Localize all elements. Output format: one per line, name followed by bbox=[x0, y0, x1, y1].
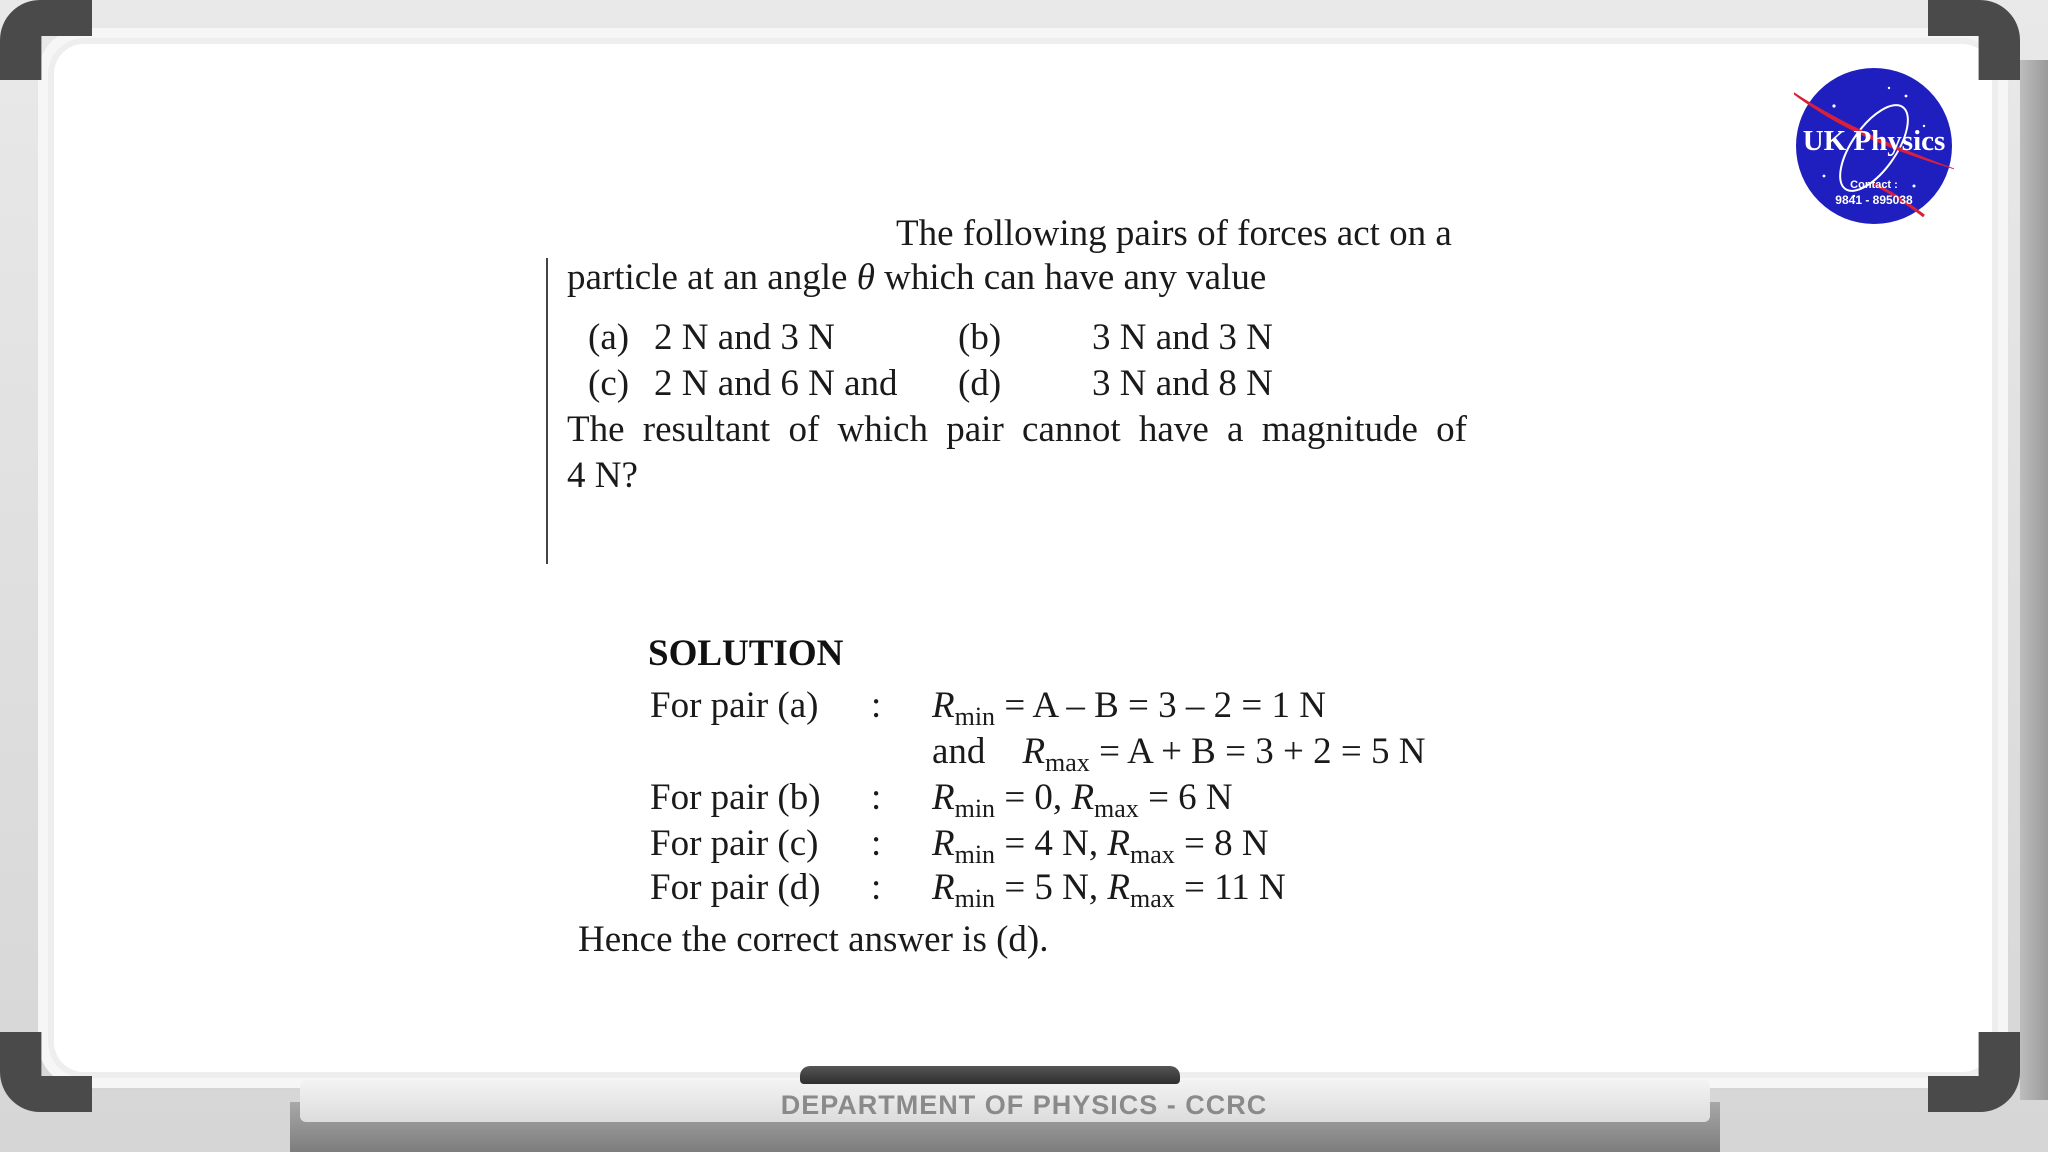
solution-conclusion: Hence the correct answer is (d). bbox=[578, 919, 1049, 960]
solution-row-label-b: For pair (b) bbox=[650, 777, 821, 818]
theta-symbol: θ bbox=[856, 257, 875, 298]
equation-a-min: $R_{min} = A - B = 3 - 2 = 1$ N bbox=[932, 685, 1326, 731]
question-line-2-suffix: which can have any value bbox=[884, 257, 1267, 298]
solution-row-colon-c: : bbox=[871, 823, 882, 864]
logo-contact-number: 9841 - 895038 bbox=[1835, 193, 1913, 207]
solution-row-label-c: For pair (c) bbox=[650, 823, 819, 864]
equation-a-max: and $R_{max} = A + B = 3 + 2 = 5$ N bbox=[932, 731, 1426, 777]
option-d-text: 3 N and 8 N bbox=[1092, 363, 1273, 404]
option-b-label: (b) bbox=[958, 317, 1002, 358]
equation-b: $R_{min} = 0$, $R_{max} = 6$ N bbox=[932, 777, 1233, 823]
uk-physics-logo bbox=[1794, 66, 1954, 226]
footer-department-label: DEPARTMENT OF PHYSICS - CCRC bbox=[780, 1090, 1268, 1120]
option-c-text: 2 N and 6 N and bbox=[654, 363, 898, 404]
option-b-text: 3 N and 3 N bbox=[1092, 317, 1273, 358]
option-a-label: (a) bbox=[588, 317, 630, 358]
option-d-label: (d) bbox=[958, 363, 1002, 404]
question-line-1: The following pairs of forces act on a bbox=[896, 213, 1452, 254]
logo-contact-label: Contact : bbox=[1850, 179, 1898, 191]
solution-row-label-a: For pair (a) bbox=[650, 685, 819, 726]
equation-d: $R_{min} = 5$ N, $R_{max} = 11$ N bbox=[932, 867, 1286, 913]
marker-pen bbox=[800, 1066, 1180, 1084]
question-line-2 bbox=[567, 256, 1266, 299]
solution-row-colon-b: : bbox=[871, 777, 882, 818]
option-a-text: 2 N and 3 N bbox=[654, 317, 835, 358]
solution-row-colon-d: : bbox=[871, 867, 882, 908]
frame-side-shadow bbox=[2020, 60, 2048, 1100]
equation-c: $R_{min} = 4$ N, $R_{max} = 8$ N bbox=[932, 823, 1269, 869]
logo-title: UK Physics bbox=[1802, 125, 1946, 157]
question-margin-rule bbox=[546, 258, 548, 564]
question-line-4: 4 N? bbox=[567, 455, 638, 496]
solution-heading: SOLUTION bbox=[648, 633, 844, 674]
question-line-2-prefix: particle at an angle bbox=[567, 257, 848, 298]
question-line-3: The resultant of which pair cannot have a magnitude of bbox=[567, 409, 1467, 450]
option-c-label: (c) bbox=[588, 363, 630, 404]
solution-row-colon-a: : bbox=[871, 685, 882, 726]
solution-row-label-d: For pair (d) bbox=[650, 867, 821, 908]
